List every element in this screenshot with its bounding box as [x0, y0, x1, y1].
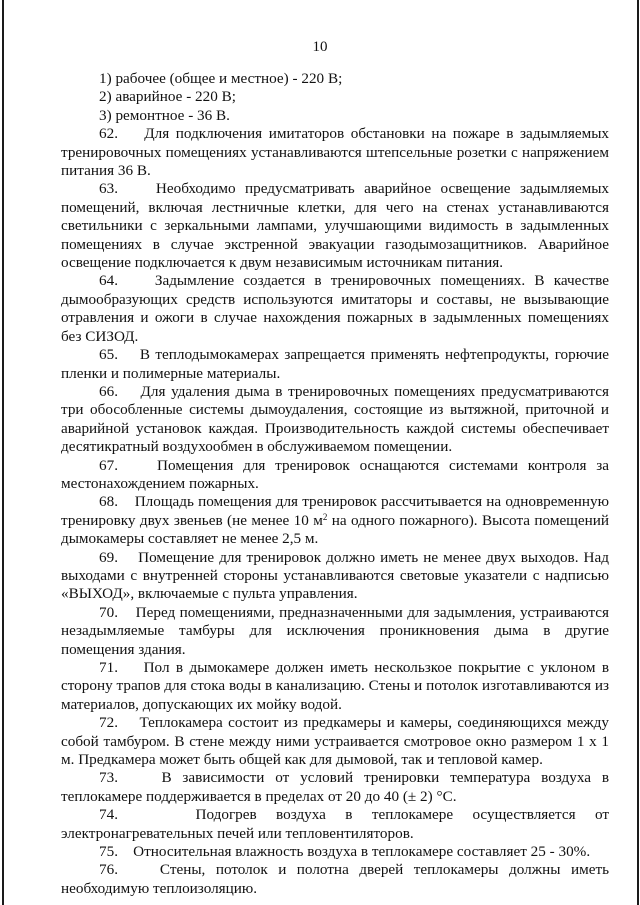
list-item: 1) рабочее (общее и местное) - 220 В;: [99, 70, 343, 87]
list-item: 3) ремонтное - 36 В.: [99, 106, 230, 124]
paragraph-62: [61, 125, 609, 180]
paragraph-text: Необходимо предусматривать аварийное освещение задымляемых помещений, включая лестничные клетки, для чего на стенах устанавливаются светильники с зеркальными лампами, улучшающими видимость в задымленных помещениях в случае экстренной эвакуации газодымозащитников. Аварийное освещение подключается к двум независимым источникам питания.: [61, 180, 609, 272]
paragraph-text: Задымление создается в тренировочных помещениях. В качестве дымообразующих средств используются имитаторы и составы, не вызывающие отравления и ожоги в случае нахождения пожарных в задымленных помещениях без СИЗОД.: [61, 272, 610, 345]
paragraph-text: Помещение для тренировок должно иметь не менее двух выходов. Над выходами с внутренней стороны устанавливаются световые указатели с надписью «ВЫХОД», включаемые с пульта управления.: [61, 548, 609, 603]
paragraph-number: 68.: [99, 493, 118, 511]
paragraph-text: Для подключения имитаторов обстановки на пожаре в задымляемых тренировочных помещениях устанавливаются штепсельные розетки с напряжением питания 36 В.: [61, 125, 610, 180]
paragraph-71: [61, 659, 609, 714]
paragraph-number: 67.: [99, 456, 118, 474]
paragraph-number: 74.: [99, 806, 118, 824]
document-body: [61, 70, 609, 898]
paragraph-72: [61, 714, 609, 769]
page-number: 10: [312, 39, 328, 55]
paragraph-74: [61, 806, 609, 843]
paragraph-text: Площадь помещения для тренировок рассчитывается на одновременную тренировку двух звеньев (не менее 10 м: [61, 493, 609, 529]
paragraph-number: 62.: [99, 125, 118, 143]
paragraph-text: Перед помещениями, предназначенными для задымления, устраиваются незадымляемые тамбуры для исключения проникновения дыма в другие помещения здания.: [61, 603, 609, 658]
paragraph-number: 76.: [99, 861, 118, 879]
paragraph-text: Относительная влажность воздуха в теплокамере составляет 25 - 30%.: [133, 843, 591, 861]
paragraph-text: на одного пожарного). Высота помещений дымокамеры составляет не менее 2,5 м.: [61, 511, 609, 548]
paragraph-text: Стены, потолок и полотна дверей теплокамеры должны иметь необходимую теплоизоляцию.: [61, 861, 610, 897]
paragraph-text: Помещения для тренировок оснащаются системами контроля за местонахождением пожарных.: [61, 456, 609, 492]
paragraph-number: 65.: [99, 346, 118, 364]
superscript: 2: [322, 511, 328, 522]
paragraph-66: [61, 383, 609, 457]
paragraph-76: [61, 861, 609, 898]
paragraph-number: 63.: [99, 180, 118, 198]
paragraph-75: [61, 843, 609, 861]
paragraph-69: [61, 549, 609, 604]
paragraph-number: 64.: [99, 272, 118, 290]
paragraph-number: 75.: [99, 843, 118, 861]
scan-border-left: [2, 0, 4, 905]
paragraph-64: [61, 272, 609, 346]
list-item: 2) аварийное - 220 В;: [99, 88, 236, 106]
paragraph-number: 71.: [99, 659, 118, 676]
paragraph-text: Теплокамера состоит из предкамеры и камеры, соединяющихся между собой тамбуром. В стене между ними устраивается смотровое окно размером 1 х 1 м. Предкамера может быть общей как для дымовой, так и тепловой камер.: [61, 714, 609, 769]
paragraph-number: 70.: [99, 603, 118, 621]
paragraph-text: Подогрев воздуха в теплокамере осуществляется от электронагревательных печей или тепловентиляторов.: [61, 806, 609, 842]
paragraph-number: 69.: [99, 548, 118, 566]
paragraph-63: [61, 180, 609, 272]
paragraph-text: В теплодымокамерах запрещается применять нефтепродукты, горючие пленки и полимерные материалы.: [61, 346, 610, 382]
paragraph-number: 66.: [99, 382, 118, 400]
paragraph-67: [61, 457, 609, 494]
paragraph-number: 73.: [99, 769, 118, 787]
paragraph-68: [61, 493, 609, 548]
paragraph-text: Для удаления дыма в тренировочных помещениях предусматриваются три обособленные системы дымоудаления, состоящие из вытяжной, приточной и аварийной установок каждая. Производительность каждой системы обеспечивает десятикратный воздухообмен в обслуживаемом помещении.: [61, 382, 609, 456]
paragraph-65: [61, 346, 609, 383]
paragraph-73: [61, 769, 609, 806]
scan-border-right: [637, 0, 639, 905]
paragraph-number: 72.: [99, 714, 118, 732]
paragraph-70: [61, 604, 609, 659]
paragraph-text: Пол в дымокамере должен иметь нескользкое покрытие с уклоном в сторону трапов для стока воды в канализацию. Стены и потолок изготавливаются из материалов, допускающих их мойку водой.: [61, 659, 609, 713]
paragraph-text: В зависимости от условий тренировки температура воздуха в теплокамере поддерживается в пределах от 20 до 40 (± 2) °С.: [61, 769, 610, 805]
